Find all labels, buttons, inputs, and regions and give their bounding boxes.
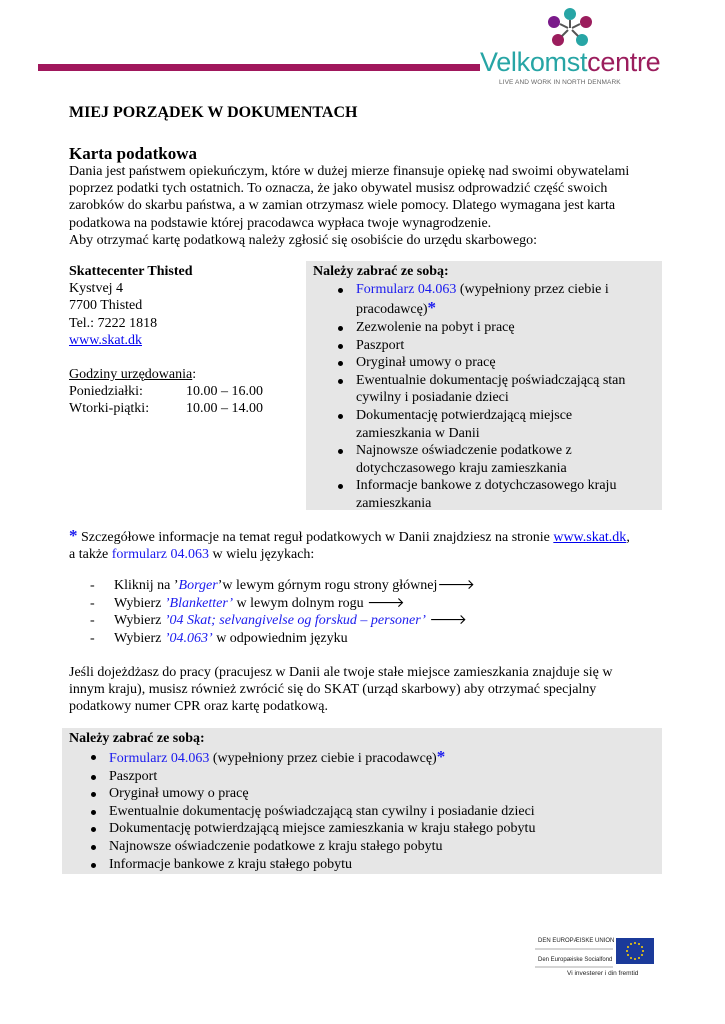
office-website-link[interactable]: www.skat.dk	[69, 332, 142, 348]
commuter-paragraph: Jeśli dojeżdżasz do pracy (pracujesz w Danii ale twoje stałe miejsce zamieszkania znajduje się w innym kraju), musisz również zwrócić się do SKAT (urząd skarbowy) aby otrzymać specjalny podatkowy numer CPR oraz kartę podatkową.	[69, 665, 613, 715]
list-item: Informacje bankowe z kraju stałego pobytu	[87, 856, 657, 874]
section-title: Karta podatkowa	[69, 144, 197, 163]
list-item: Oryginał umowy o pracę	[87, 785, 657, 803]
eu-flag-icon	[616, 938, 654, 964]
required-documents-box	[306, 261, 662, 510]
arrow-right-icon: 🡒	[429, 613, 467, 629]
logo-tagline: LIVE AND WORK IN NORTH DENMARK	[499, 79, 621, 86]
list-item: Formularz 04.063 (wypełniony przez ciebie i pracodawcę)*	[87, 748, 657, 768]
list-item: Najnowsze oświadczenie podatkowe z kraju stałego pobytu	[87, 838, 657, 856]
form-04063-link[interactable]: formularz 04.063	[111, 547, 209, 563]
info-note: * Szczegółowe informacje na temat reguł podatkowych w Danii znajdziesz na stronie www.skat.dk, a także formularz 04.063 w wielu językach:	[69, 526, 630, 563]
form-04063-link[interactable]: Formularz 04.063	[356, 282, 457, 297]
list-item: Paszport	[334, 337, 654, 355]
form-04063-link[interactable]: Formularz 04.063	[109, 751, 210, 766]
header-accent-bar	[38, 64, 480, 71]
commuter-documents-box	[62, 728, 662, 874]
list-item: Ewentualnie dokumentację poświadczającą stan cywilny i posiadanie dzieci	[334, 372, 654, 407]
eu-label: DEN EUROPÆISKE UNION	[538, 938, 615, 944]
list-item: Zezwolenie na pobyt i pracę	[334, 319, 654, 337]
skat-website-link[interactable]: www.skat.dk	[553, 530, 627, 545]
list-item: Formularz 04.063 (wypełniony przez ciebie i pracodawcę)*	[334, 281, 654, 319]
list-item: - Wybierz ’04.063’ w odpowiednim języku	[88, 630, 475, 648]
esf-label: Den Europæiske Socialfond	[538, 957, 613, 963]
logo-wordmark: Velkomstcentre	[480, 47, 661, 77]
box-heading: Należy zabrać ze sobą:	[69, 731, 205, 746]
list-item: Oryginał umowy o pracę	[334, 354, 654, 372]
box-heading: Należy zabrać ze sobą:	[313, 264, 449, 279]
hours-row: Poniedziałki: 10.00 – 16.00	[69, 384, 263, 400]
eu-slogan: Vi investerer i din fremtid	[567, 970, 639, 977]
list-item: Dokumentację potwierdzającą miejsce zamieszkania w Danii	[334, 407, 654, 442]
list-item: Najnowsze oświadczenie podatkowe z dotychczasowego kraju zamieszkania	[334, 442, 654, 477]
commuter-documents-list	[87, 748, 657, 873]
velkomstcentre-logo-icon	[540, 6, 600, 50]
arrow-right-icon: 🡒	[367, 595, 405, 611]
office-info	[69, 263, 299, 418]
office-street: Kystvej 4	[69, 281, 124, 297]
list-item: Dokumentację potwierdzającą miejsce zamieszkania w kraju stałego pobytu	[87, 820, 657, 838]
list-item: - Wybierz ’Blanketter’ w lewym dolnym rogu 🡒	[88, 595, 475, 613]
hours-row: Wtorki-piątki: 10.00 – 14.00	[69, 401, 263, 417]
office-phone: Tel.: 7222 1818	[69, 315, 158, 331]
intro-paragraph: Dania jest państwem opiekuńczym, które w dużej mierze finansuje opiekę nad swoimi obywatelami poprzez podatki tych ostatnich. To oznacza, że jako obywatel musisz odprowadzić część swoich zarobków do skarbu państwa, a w zamian otrzymasz wiele pomocy. Dlatego wymagana jest karta podatkowa na podstawie której pracodawca wypłaca twoje wynagrodzenie. Aby otrzymać kartę podatkową należy zgłosić się osobiście do urzędu skarbowego:	[69, 164, 630, 248]
arrow-right-icon: 🡒	[437, 578, 475, 593]
list-item: - Kliknij na ’Borger’w lewym górnym rogu strony głównej🡒	[88, 577, 475, 595]
list-item: Informacje bankowe z dotychczasowego kraju zamieszkania	[334, 477, 654, 512]
list-item: Paszport	[87, 768, 657, 786]
instruction-steps	[88, 577, 475, 647]
page-title: MIEJ PORZĄDEK W DOKUMENTACH	[69, 104, 358, 121]
list-item: - Wybierz ’04 Skat; selvangivelse og forskud – personer’ 🡒	[88, 612, 475, 630]
required-documents-list	[334, 281, 654, 513]
office-city: 7700 Thisted	[69, 298, 143, 314]
hours-label: Godziny urzędowania:	[69, 367, 197, 383]
office-name: Skattecenter Thisted	[69, 264, 193, 279]
list-item: Ewentualnie dokumentację poświadczającą stan cywilny i posiadanie dzieci	[87, 803, 657, 821]
